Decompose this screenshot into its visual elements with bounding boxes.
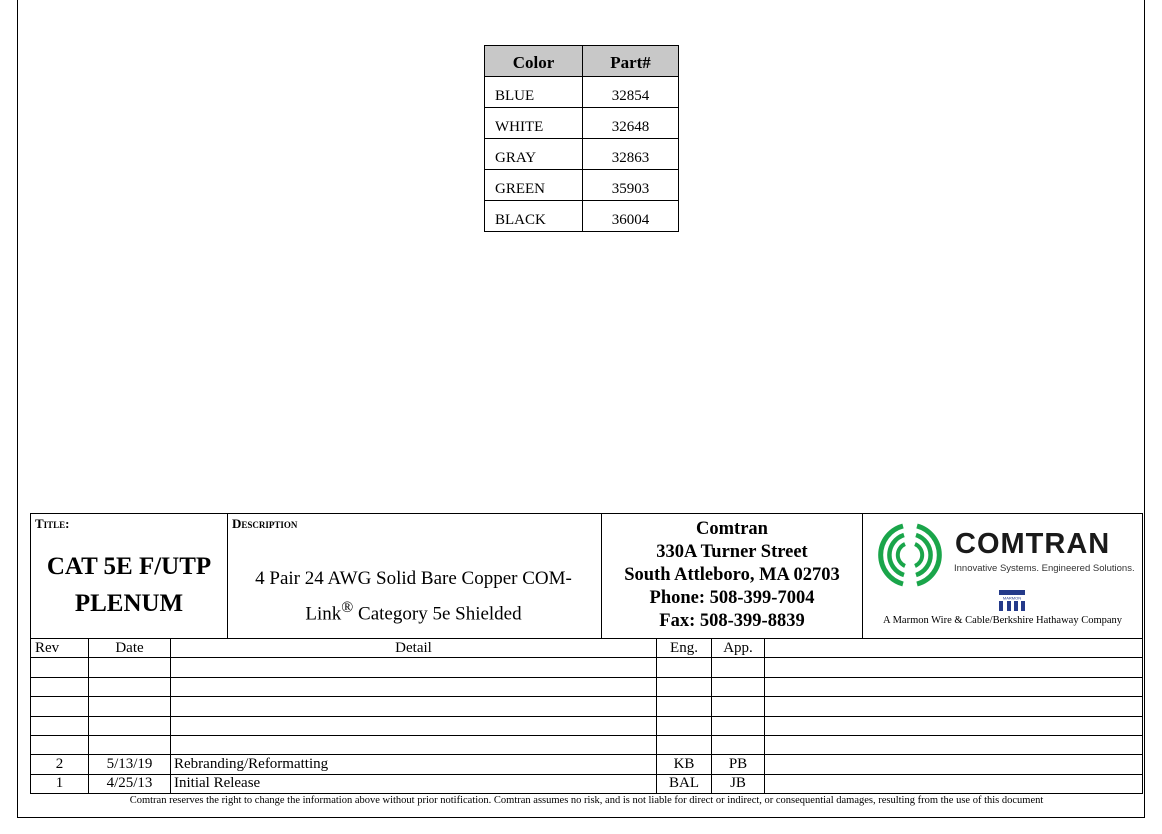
app-cell: JB (712, 774, 765, 793)
date-header: Date (89, 639, 171, 658)
eng-cell (657, 658, 712, 677)
phone-number: Phone: 508-399-7004 (649, 588, 815, 608)
color-cell: BLACK (485, 201, 583, 232)
registered-mark: ® (341, 599, 354, 616)
city-state-zip: South Attleboro, MA 02703 (624, 565, 840, 585)
app-cell: PB (712, 755, 765, 774)
rev-cell: 2 (31, 755, 89, 774)
product-description (236, 564, 591, 628)
eng-cell (657, 716, 712, 735)
rev-cell (31, 658, 89, 677)
app-cell (712, 697, 765, 716)
blank-cell (765, 716, 1143, 735)
revision-row (31, 755, 1143, 774)
description-line-1: 4 Pair 24 AWG Solid Bare Copper COM- (255, 568, 572, 589)
comtran-tagline: Innovative Systems. Engineered Solutions. (954, 563, 1135, 574)
revision-row (31, 677, 1143, 696)
marmon-logo-text: MARMON (1002, 595, 1022, 601)
title-cell (30, 513, 228, 639)
rev-cell (31, 735, 89, 754)
part-cell: 32648 (583, 108, 679, 139)
table-row (485, 201, 679, 232)
part-cell: 32863 (583, 139, 679, 170)
app-cell (712, 677, 765, 696)
comtran-logo-icon (875, 520, 945, 590)
eng-cell (657, 677, 712, 696)
part-cell: 36004 (583, 201, 679, 232)
product-title-line-2: PLENUM (74, 590, 184, 617)
date-cell (89, 697, 171, 716)
detail-cell (171, 697, 657, 716)
detail-cell (171, 716, 657, 735)
color-cell: WHITE (485, 108, 583, 139)
color-cell: GRAY (485, 139, 583, 170)
address-cell (601, 513, 863, 639)
blank-cell (765, 735, 1143, 754)
revision-row (31, 716, 1143, 735)
app-header: App. (712, 639, 765, 658)
eng-header: Eng. (657, 639, 712, 658)
revision-row (31, 697, 1143, 716)
eng-cell: BAL (657, 774, 712, 793)
color-cell: GREEN (485, 170, 583, 201)
revision-header-row (31, 639, 1143, 658)
rev-cell (31, 677, 89, 696)
table-header-row (485, 46, 679, 77)
table-row (485, 139, 679, 170)
app-cell (712, 735, 765, 754)
rev-cell: 1 (31, 774, 89, 793)
blank-cell (765, 677, 1143, 696)
date-cell (89, 716, 171, 735)
date-cell: 5/13/19 (89, 755, 171, 774)
description-link-text: Link (305, 603, 342, 625)
revision-row (31, 735, 1143, 754)
eng-cell: KB (657, 755, 712, 774)
column-header-part: Part# (583, 46, 679, 77)
blank-cell (765, 658, 1143, 677)
part-cell: 32854 (583, 77, 679, 108)
eng-cell (657, 697, 712, 716)
blank-cell (765, 639, 1143, 658)
blank-cell (765, 755, 1143, 774)
street-address: 330A Turner Street (656, 542, 808, 562)
company-name: Comtran (696, 519, 768, 539)
app-cell (712, 658, 765, 677)
table-row (485, 170, 679, 201)
legal-disclaimer: Comtran reserves the right to change the information above without prior notification. Comtran assumes no risk, and is not liable for direct or indirect, or consequential damages, resulting from the use of this document (129, 795, 1044, 806)
detail-cell: Initial Release (171, 774, 657, 793)
rev-cell (31, 716, 89, 735)
detail-cell (171, 735, 657, 754)
rev-cell (31, 697, 89, 716)
marmon-logo-icon (995, 589, 1029, 613)
app-cell (712, 716, 765, 735)
product-title-line-1: CAT 5E F/UTP (46, 553, 212, 580)
table-row (485, 108, 679, 139)
detail-header: Detail (171, 639, 657, 658)
description-line-2 (236, 593, 591, 628)
revision-row (31, 774, 1143, 793)
detail-cell (171, 658, 657, 677)
detail-cell: Rebranding/Reformatting (171, 755, 657, 774)
date-cell (89, 735, 171, 754)
fax-number: Fax: 508-399-8839 (659, 611, 805, 631)
color-cell: BLUE (485, 77, 583, 108)
blank-cell (765, 774, 1143, 793)
description-label: Description (232, 516, 298, 531)
date-cell (89, 658, 171, 677)
rev-header: Rev (31, 639, 89, 658)
parent-company: A Marmon Wire & Cable/Berkshire Hathaway Company (882, 615, 1123, 626)
product-title (31, 548, 227, 622)
eng-cell (657, 735, 712, 754)
comtran-wordmark: COMTRAN (955, 528, 1111, 560)
revision-row (31, 658, 1143, 677)
description-category-text: Category 5e Shielded (353, 603, 522, 625)
column-header-color: Color (485, 46, 583, 77)
table-row (485, 77, 679, 108)
revision-table (30, 638, 1143, 794)
logo-cell (862, 513, 1143, 639)
description-cell (227, 513, 602, 639)
color-part-table (484, 45, 679, 232)
title-label: Title: (35, 516, 70, 531)
company-address (602, 518, 862, 633)
detail-cell (171, 677, 657, 696)
date-cell (89, 677, 171, 696)
part-cell: 35903 (583, 170, 679, 201)
blank-cell (765, 697, 1143, 716)
date-cell: 4/25/13 (89, 774, 171, 793)
